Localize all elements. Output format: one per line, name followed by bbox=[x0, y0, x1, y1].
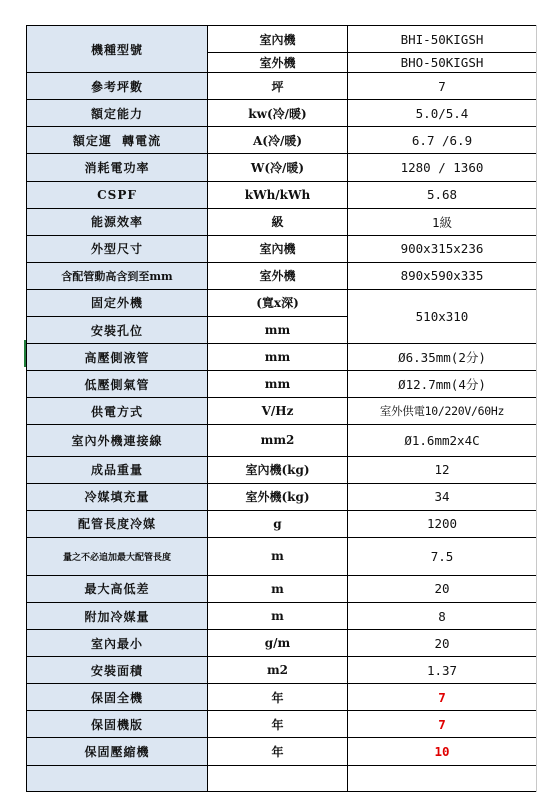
cell-label[interactable]: 冷媒填充量 bbox=[27, 483, 208, 510]
cell-unit[interactable]: m bbox=[208, 603, 348, 630]
cell-unit[interactable]: kw(冷/暖) bbox=[208, 100, 348, 127]
table-row bbox=[27, 738, 537, 765]
cell-value-highlight[interactable]: 10 bbox=[348, 738, 537, 765]
cell-unit[interactable]: 室外機 bbox=[208, 262, 348, 289]
cell-value[interactable]: 20 bbox=[348, 575, 537, 602]
cell-model-label[interactable]: 機種型號 bbox=[27, 26, 208, 73]
cell-label[interactable]: 安裝孔位 bbox=[27, 317, 208, 344]
cell-unit[interactable]: 年 bbox=[208, 684, 348, 711]
cell-label[interactable]: CSPF bbox=[27, 181, 208, 208]
cell-unit[interactable]: 級 bbox=[208, 208, 348, 235]
cell-value-highlight[interactable]: 7 bbox=[348, 684, 537, 711]
cell-unit[interactable]: m bbox=[208, 575, 348, 602]
table-row bbox=[27, 26, 537, 53]
cell-unit[interactable]: 坪 bbox=[208, 73, 348, 100]
cell-value[interactable]: Ø12.7mm(4分) bbox=[348, 371, 537, 398]
cell-label[interactable]: 成品重量 bbox=[27, 456, 208, 483]
cell-unit-outdoor[interactable]: 室外機 bbox=[208, 53, 348, 73]
cell-value[interactable]: Ø1.6mm2x4C bbox=[348, 425, 537, 456]
cell-value-indoor-model[interactable]: BHI-50KIGSH bbox=[348, 26, 537, 53]
cell-label[interactable]: 參考坪數 bbox=[27, 73, 208, 100]
cell-value[interactable]: 8 bbox=[348, 603, 537, 630]
cell-value-highlight[interactable]: 7 bbox=[348, 711, 537, 738]
cell-unit[interactable]: 室內機 bbox=[208, 235, 348, 262]
table-row bbox=[27, 630, 537, 657]
cell-unit[interactable]: kWh/kWh bbox=[208, 181, 348, 208]
table-row bbox=[27, 398, 537, 425]
table-row bbox=[27, 537, 537, 575]
cell-unit[interactable]: m2 bbox=[208, 657, 348, 684]
table-row bbox=[27, 483, 537, 510]
cell-unit[interactable]: V/Hz bbox=[208, 398, 348, 425]
sheet-edge-divider bbox=[536, 25, 537, 792]
cell-label[interactable]: 保固壓縮機 bbox=[27, 738, 208, 765]
table-row bbox=[27, 344, 537, 371]
table-row bbox=[27, 100, 537, 127]
cell-unit[interactable]: mm bbox=[208, 344, 348, 371]
cell-value[interactable]: 12 bbox=[348, 456, 537, 483]
cell-value[interactable]: Ø6.35mm(2分) bbox=[348, 344, 537, 371]
table-row bbox=[27, 262, 537, 289]
cell-label[interactable]: 額定能力 bbox=[27, 100, 208, 127]
cell-label[interactable]: 室內最小 bbox=[27, 630, 208, 657]
cell-label[interactable]: 供電方式 bbox=[27, 398, 208, 425]
cell-label[interactable]: 配管長度冷媒 bbox=[27, 510, 208, 537]
cell-unit[interactable]: 室外機(kg) bbox=[208, 483, 348, 510]
table-row bbox=[27, 289, 537, 316]
cell-value[interactable]: 900x315x236 bbox=[348, 235, 537, 262]
cell-label[interactable]: 安裝面積 bbox=[27, 657, 208, 684]
cell-unit[interactable]: mm2 bbox=[208, 425, 348, 456]
table-row bbox=[27, 235, 537, 262]
cell-value[interactable]: 1.37 bbox=[348, 657, 537, 684]
cell-label[interactable]: 室內外機連接線 bbox=[27, 425, 208, 456]
cell-label[interactable]: 含配管動高含到至mm bbox=[27, 262, 208, 289]
cell-value[interactable]: 34 bbox=[348, 483, 537, 510]
cell-value[interactable]: 890x590x335 bbox=[348, 262, 537, 289]
cell-unit[interactable]: mm bbox=[208, 317, 348, 344]
cell-label[interactable]: 最大高低差 bbox=[27, 575, 208, 602]
cell-value[interactable]: 1級 bbox=[348, 208, 537, 235]
spec-table bbox=[26, 25, 537, 792]
cell-label[interactable]: 固定外機 bbox=[27, 289, 208, 316]
cell-label[interactable]: 低壓側氣管 bbox=[27, 371, 208, 398]
cell-label[interactable]: 消耗電功率 bbox=[27, 154, 208, 181]
table-row bbox=[27, 181, 537, 208]
cell-empty[interactable] bbox=[348, 765, 537, 791]
cell-label[interactable]: 高壓側液管 bbox=[27, 344, 208, 371]
table-row bbox=[27, 711, 537, 738]
table-row bbox=[27, 371, 537, 398]
table-row bbox=[27, 208, 537, 235]
cell-unit[interactable]: g/m bbox=[208, 630, 348, 657]
cell-unit-indoor[interactable]: 室內機 bbox=[208, 26, 348, 53]
cell-label[interactable]: 保固全機 bbox=[27, 684, 208, 711]
cell-unit[interactable]: 年 bbox=[208, 738, 348, 765]
cell-value[interactable]: 20 bbox=[348, 630, 537, 657]
table-row bbox=[27, 73, 537, 100]
cell-value[interactable]: 7 bbox=[348, 73, 537, 100]
table-row bbox=[27, 575, 537, 602]
table-row bbox=[27, 127, 537, 154]
cell-value[interactable]: 1280 / 1360 bbox=[348, 154, 537, 181]
cell-empty[interactable] bbox=[27, 765, 208, 791]
cell-value[interactable]: 5.0/5.4 bbox=[348, 100, 537, 127]
cell-label[interactable]: 保固機版 bbox=[27, 711, 208, 738]
table-row bbox=[27, 425, 537, 456]
table-row bbox=[27, 657, 537, 684]
table-row-empty bbox=[27, 765, 537, 791]
cell-unit[interactable]: 室內機(kg) bbox=[208, 456, 348, 483]
cell-value-outdoor-model[interactable]: BHO-50KIGSH bbox=[348, 53, 537, 73]
table-row bbox=[27, 456, 537, 483]
cell-unit[interactable]: mm bbox=[208, 371, 348, 398]
cell-label[interactable]: 外型尺寸 bbox=[27, 235, 208, 262]
cell-label[interactable]: 額定運 轉電流 bbox=[27, 127, 208, 154]
cell-unit[interactable]: 年 bbox=[208, 711, 348, 738]
cell-label[interactable]: 量之不必追加最大配管長度 bbox=[27, 537, 208, 575]
cell-unit[interactable]: A(冷/暖) bbox=[208, 127, 348, 154]
cell-label[interactable]: 能源效率 bbox=[27, 208, 208, 235]
cell-value[interactable]: 室外供電10/220V/60Hz bbox=[348, 398, 537, 425]
table-row bbox=[27, 154, 537, 181]
cell-value[interactable]: 1200 bbox=[348, 510, 537, 537]
cell-empty[interactable] bbox=[208, 765, 348, 791]
cell-value[interactable]: 5.68 bbox=[348, 181, 537, 208]
cell-value[interactable]: 7.5 bbox=[348, 537, 537, 575]
cell-label[interactable]: 附加冷媒量 bbox=[27, 603, 208, 630]
cell-value[interactable]: 6.7 /6.9 bbox=[348, 127, 537, 154]
cell-unit[interactable]: m bbox=[208, 537, 348, 575]
row-selection-marker bbox=[24, 340, 26, 367]
table-row bbox=[27, 603, 537, 630]
table-row bbox=[27, 510, 537, 537]
cell-unit[interactable]: W(冷/暖) bbox=[208, 154, 348, 181]
cell-value[interactable]: 510x310 bbox=[348, 289, 537, 343]
cell-unit[interactable]: g bbox=[208, 510, 348, 537]
cell-unit[interactable]: (寬x深) bbox=[208, 289, 348, 316]
table-row bbox=[27, 684, 537, 711]
